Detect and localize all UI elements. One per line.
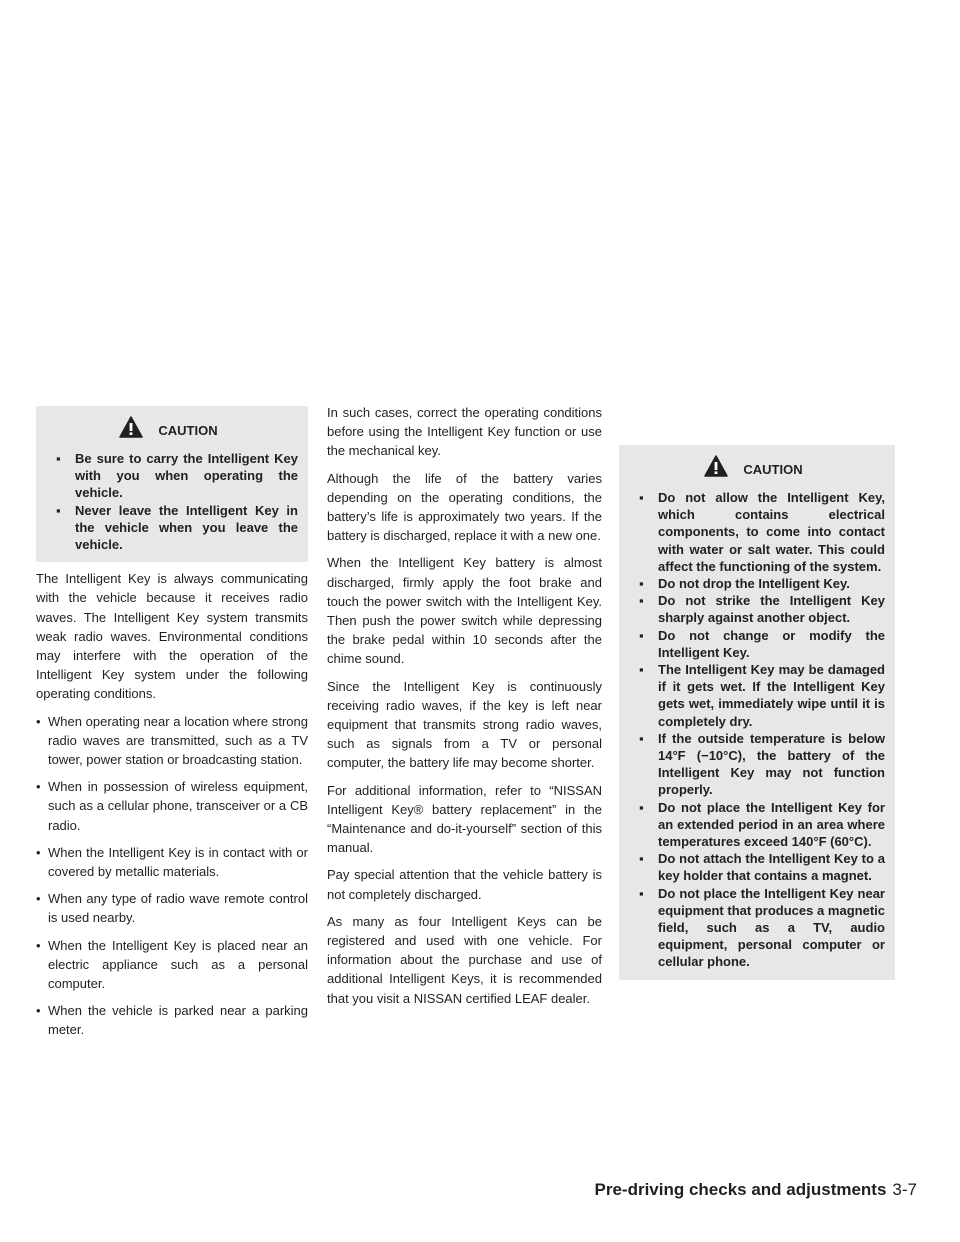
caution-list xyxy=(48,450,298,553)
condition-item: • When the Intelligent Key is in contact with or covered by metallic materials. xyxy=(36,843,308,881)
conditions-list xyxy=(36,712,308,1040)
caution-item: ▪ Do not allow the Intelligent Key, which contains electrical components, to come into contact with water or salt water. This could affect the functioning of the system. xyxy=(631,489,885,575)
column-2 xyxy=(327,403,602,1016)
section-title: Pre-driving checks and adjustments xyxy=(594,1180,887,1199)
caution-item: ▪ Never leave the Intelligent Key in the vehicle when you leave the vehicle. xyxy=(48,502,298,554)
caution-header xyxy=(48,416,298,450)
caution-item: ▪ If the outside temperature is below 14°F (−10°C), the battery of the Intelligent Key may not function properly. xyxy=(631,730,885,799)
condition-item: • When the Intelligent Key is placed near an electric appliance such as a personal computer. xyxy=(36,936,308,994)
caution-item: ▪ Do not place the Intelligent Key near equipment that produces a magnetic field, such as a TV, audio equipment, personal computer or cellular phone. xyxy=(631,885,885,971)
column-3 xyxy=(619,445,895,987)
column-1 xyxy=(36,406,308,1048)
caution-item: ▪ The Intelligent Key may be damaged if it gets wet. If the Intelligent Key gets wet, immediately wipe until it is completely dry. xyxy=(631,661,885,730)
paragraph: When the Intelligent Key battery is almost discharged, firmly apply the foot brake and touch the power switch with the Intelligent Key. Then push the power switch while depressing the brake pedal within 10 seconds after the chime sound. xyxy=(327,555,602,667)
caution-item: ▪ Do not change or modify the Intelligent Key. xyxy=(631,627,885,661)
caution-item: ▪ Do not drop the Intelligent Key. xyxy=(631,575,885,592)
warning-icon xyxy=(119,416,143,438)
caution-title: CAUTION xyxy=(743,462,803,477)
caution-box-2 xyxy=(619,445,895,980)
caution-title: CAUTION xyxy=(158,423,218,438)
paragraph: Since the Intelligent Key is continuously receiving radio waves, if the key is left near equipment that transmits strong radio waves, such as signals from a TV or personal computer, the battery life may become shorter. xyxy=(327,678,602,771)
caution-header xyxy=(631,455,885,489)
condition-item: • When any type of radio wave remote control is used nearby. xyxy=(36,889,308,927)
page-number: 3-7 xyxy=(892,1180,917,1199)
intro-paragraph: The Intelligent Key is always communicating with the vehicle because it receives radio waves. The Intelligent Key system transmits weak radio waves. Environmental conditions may interfere with the operation of the Intelligent Key system under the following operating conditions. xyxy=(36,571,308,702)
condition-item: • When in possession of wireless equipment, such as a cellular phone, transceiver or a CB radio. xyxy=(36,777,308,835)
condition-item: • When operating near a location where strong radio waves are transmitted, such as a TV tower, power station or broadcasting station. xyxy=(36,712,308,770)
caution-item: ▪ Do not place the Intelligent Key for an extended period in an area where temperatures exceed 140°F (60°C). xyxy=(631,799,885,851)
paragraph: In such cases, correct the operating conditions before using the Intelligent Key function or use the mechanical key. xyxy=(327,405,602,459)
warning-icon xyxy=(704,455,728,477)
caution-item: ▪ Be sure to carry the Intelligent Key with you when operating the vehicle. xyxy=(48,450,298,502)
paragraph: As many as four Intelligent Keys can be registered and used with one vehicle. For information about the purchase and use of additional Intelligent Keys, it is recommended that you visit a NISSAN certified LEAF dealer. xyxy=(327,913,602,1006)
condition-item: • When the vehicle is parked near a parking meter. xyxy=(36,1001,308,1039)
paragraph: For additional information, refer to “NISSAN Intelligent Key® battery replacement” in the “Maintenance and do-it-yourself” section of this manual. xyxy=(327,782,602,856)
paragraph: Pay special attention that the vehicle battery is not completely discharged. xyxy=(327,867,602,902)
caution-list xyxy=(631,489,885,971)
caution-box-1 xyxy=(36,406,308,562)
caution-item: ▪ Do not strike the Intelligent Key sharply against another object. xyxy=(631,592,885,626)
caution-item: ▪ Do not attach the Intelligent Key to a key holder that contains a magnet. xyxy=(631,850,885,884)
page-footer xyxy=(595,1180,918,1200)
paragraph: Although the life of the battery varies depending on the operating conditions, the battery’s life is approximately two years. If the battery is discharged, replace it with a new one. xyxy=(327,470,602,544)
